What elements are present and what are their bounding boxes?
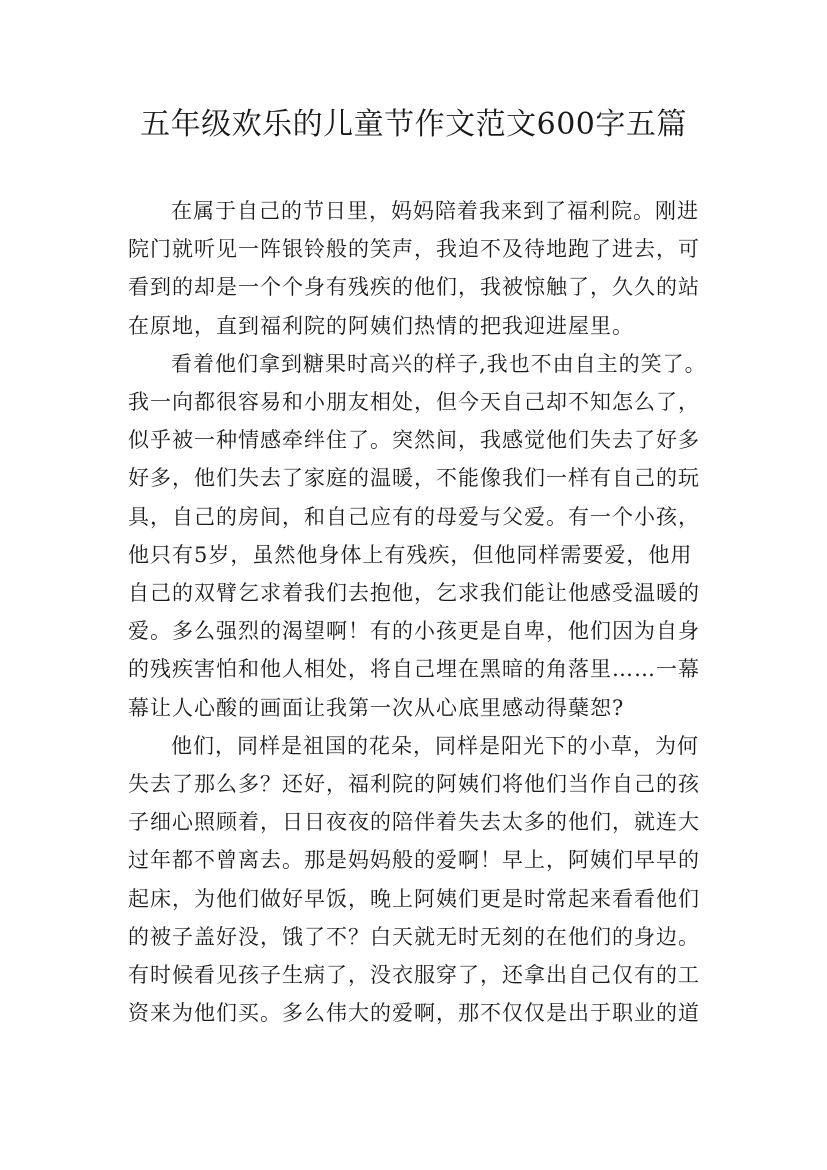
text-line: 似乎被一种情感牵绊住了。突然间，我感觉他们失去了好多 xyxy=(128,428,700,453)
text-line: 资来为他们买。多么伟大的爱啊，那不仅仅是出于职业的道 xyxy=(128,1001,700,1026)
paragraph-1 xyxy=(128,192,702,345)
document-body xyxy=(128,192,707,1032)
text-line: 具，自己的房间，和自己应有的母爱与父爱。有一个小孩， xyxy=(128,504,700,529)
text-line: 失去了那么多？还好，福利院的阿姨们将他们当作自己的孩 xyxy=(128,772,700,797)
text-line: 的残疾害怕和他人相处，将自己埋在黑暗的角落里……一幕 xyxy=(128,657,700,682)
text-line: 子细心照顾着，日日夜夜的陪伴着失去太多的他们，就连大 xyxy=(128,810,700,835)
text-line: 在原地，直到福利院的阿姨们热情的把我迎进屋里。 xyxy=(128,313,634,338)
paragraph-2 xyxy=(128,345,707,727)
text-line: 过年都不曾离去。那是妈妈般的爱啊！早上，阿姨们早早的 xyxy=(128,848,700,873)
text-line: 起床，为他们做好早饭，晚上阿姨们更是时常起来看看他们 xyxy=(128,886,700,911)
text-line: 看到的却是一个个身有残疾的他们，我被惊触了，久久的站 xyxy=(128,275,700,300)
text-line: 他们，同样是祖国的花朵，同样是阳光下的小草，为何 xyxy=(171,733,699,758)
text-line: 幕让人心酸的画面让我第一次从心底里感动得蘖恕? xyxy=(128,695,625,720)
text-line: 自己的双臂乞求着我们去抱他，乞求我们能让他感受温暖的 xyxy=(128,581,700,606)
text-line: 院门就听见一阵银铃般的笑声，我迫不及待地跑了进去，可 xyxy=(128,237,700,262)
text-line: 看着他们拿到糖果时高兴的样子,我也不由自主的笑了。 xyxy=(171,351,707,376)
text-line: 他只有5岁，虽然他身体上有残疾，但他同样需要爱，他用 xyxy=(128,542,693,567)
text-line: 我一向都很容易和小朋友相处，但今天自己却不知怎么了， xyxy=(128,390,700,415)
text-line: 在属于自己的节日里，妈妈陪着我来到了福利院。刚进 xyxy=(171,199,699,223)
text-line: 有时候看见孩子生病了，没衣服穿了，还拿出自己仅有的工 xyxy=(128,963,700,988)
paragraph-3 xyxy=(128,727,702,1033)
text-line: 的被子盖好没，饿了不？白天就无时无刻的在他们的身边。 xyxy=(128,924,700,949)
text-line: 好多，他们失去了家庭的温暖，不能像我们一样有自己的玩 xyxy=(128,466,700,491)
text-line: 爱。多么强烈的渴望啊！有的小孩更是自卑，他们因为自身 xyxy=(128,619,700,644)
document-title: 五年级欢乐的儿童节作文范文600字五篇 xyxy=(140,107,687,142)
